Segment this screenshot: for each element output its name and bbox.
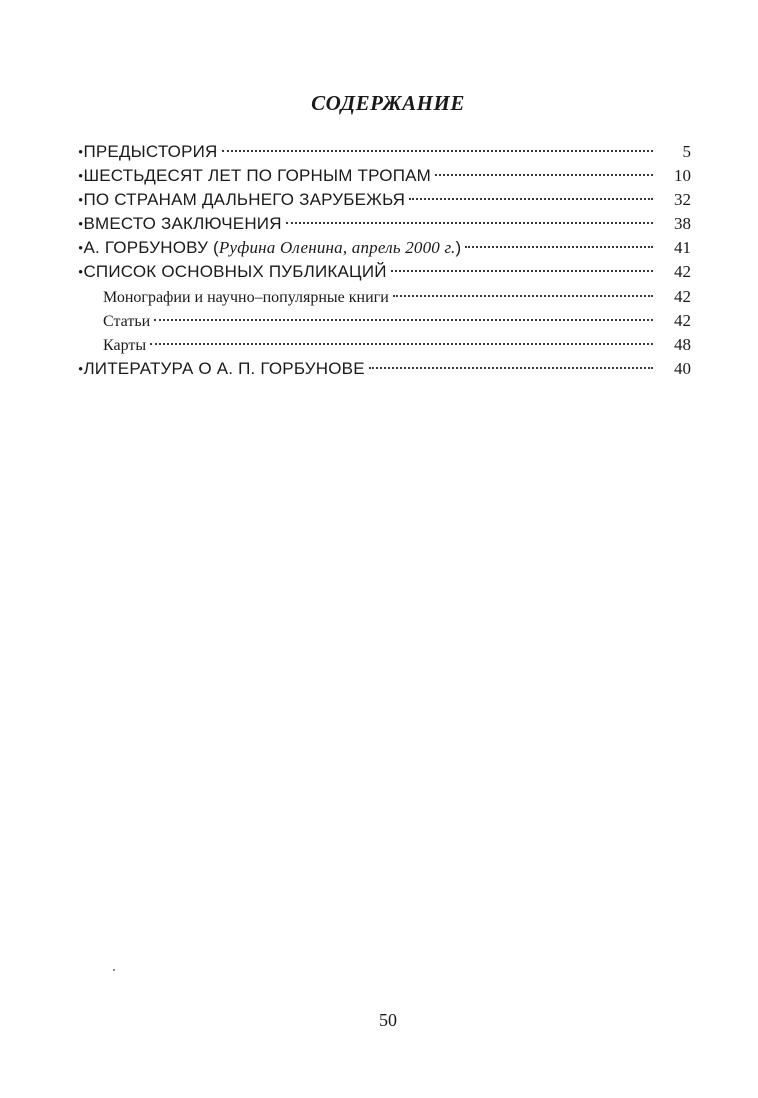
dot-leader xyxy=(222,150,653,152)
dot-leader xyxy=(465,246,653,248)
toc-entry-label xyxy=(78,236,461,261)
bullet-icon: • xyxy=(78,193,84,210)
toc-entry-text: ПО СТРАНАМ ДАЛЬНЕГО ЗАРУБЕЖЬЯ xyxy=(83,190,406,210)
toc-entry[interactable] xyxy=(78,212,691,236)
toc-entry-page: 42 xyxy=(674,310,691,330)
toc-entry-page: 38 xyxy=(674,214,691,234)
toc-entry[interactable] xyxy=(78,260,691,284)
toc-entry[interactable] xyxy=(78,164,691,188)
toc-entry-label xyxy=(78,212,282,237)
toc-entry-text: Монографии и научно–популярные книги xyxy=(103,288,389,306)
toc-entry-page: 40 xyxy=(674,358,691,378)
toc-entry-page: 42 xyxy=(674,286,691,306)
toc-entry-label xyxy=(103,334,146,358)
toc-entry-label xyxy=(78,140,218,165)
toc-entry-page: 48 xyxy=(674,334,691,354)
toc-entry-text: СПИСОК ОСНОВНЫХ ПУБЛИКАЦИЙ xyxy=(83,262,387,282)
dot-leader xyxy=(393,295,653,297)
toc-entry-label xyxy=(78,188,405,213)
toc-subentry[interactable] xyxy=(78,309,691,333)
dot-leader xyxy=(409,198,653,200)
bullet-icon: • xyxy=(78,265,84,282)
toc-entry-text: Карты xyxy=(103,336,147,354)
toc-title: СОДЕРЖАНИЕ xyxy=(311,91,465,115)
bullet-icon: • xyxy=(78,217,84,234)
toc-entry-page: 41 xyxy=(674,238,691,258)
toc-entry[interactable] xyxy=(78,188,691,212)
toc-entry-page: 32 xyxy=(674,190,691,210)
dot-leader xyxy=(435,174,653,176)
toc-entry-text: ШЕСТЬДЕСЯТ ЛЕТ ПО ГОРНЫМ ТРОПАМ xyxy=(83,166,432,186)
bullet-icon: • xyxy=(78,169,84,186)
dot-leader xyxy=(369,367,653,369)
toc-entry-label xyxy=(78,164,431,189)
toc-entry-note: Руфина Оленина, апрель 2000 г. xyxy=(218,238,456,258)
toc-entry-page: 42 xyxy=(674,262,691,282)
toc-entry-text: ВМЕСТО ЗАКЛЮЧЕНИЯ xyxy=(83,214,282,234)
toc-subentry[interactable] xyxy=(78,333,691,357)
toc-entry-text: ЛИТЕРАТУРА О А. П. ГОРБУНОВЕ xyxy=(83,358,365,378)
toc-entry-text: ПРЕДЫСТОРИЯ xyxy=(83,142,218,161)
scan-speck xyxy=(113,969,115,971)
toc-entry[interactable] xyxy=(78,357,691,381)
toc-subentry[interactable] xyxy=(78,285,691,309)
bullet-icon: • xyxy=(78,145,84,161)
toc-entry-text: Статьи xyxy=(103,312,151,330)
toc-entry-label xyxy=(78,260,387,285)
dot-leader xyxy=(286,222,653,224)
toc-entry[interactable] xyxy=(78,236,691,260)
toc-entry-page: 10 xyxy=(674,166,691,186)
bullet-icon: • xyxy=(78,361,84,378)
dot-leader xyxy=(150,343,653,345)
toc-entry[interactable] xyxy=(78,140,691,164)
dot-leader xyxy=(391,270,653,272)
page-number: 50 xyxy=(379,1010,397,1030)
toc-entry-label xyxy=(103,310,150,334)
toc-entry-text: А. ГОРБУНОВУ ( xyxy=(83,238,219,258)
toc-entry-label xyxy=(78,357,365,382)
toc-entry-text-after: ) xyxy=(455,238,462,258)
toc-entry-page: 5 xyxy=(682,142,691,161)
bullet-icon: • xyxy=(78,241,84,258)
dot-leader xyxy=(154,319,653,321)
toc-entry-label xyxy=(103,286,389,310)
table-of-contents xyxy=(78,140,691,381)
